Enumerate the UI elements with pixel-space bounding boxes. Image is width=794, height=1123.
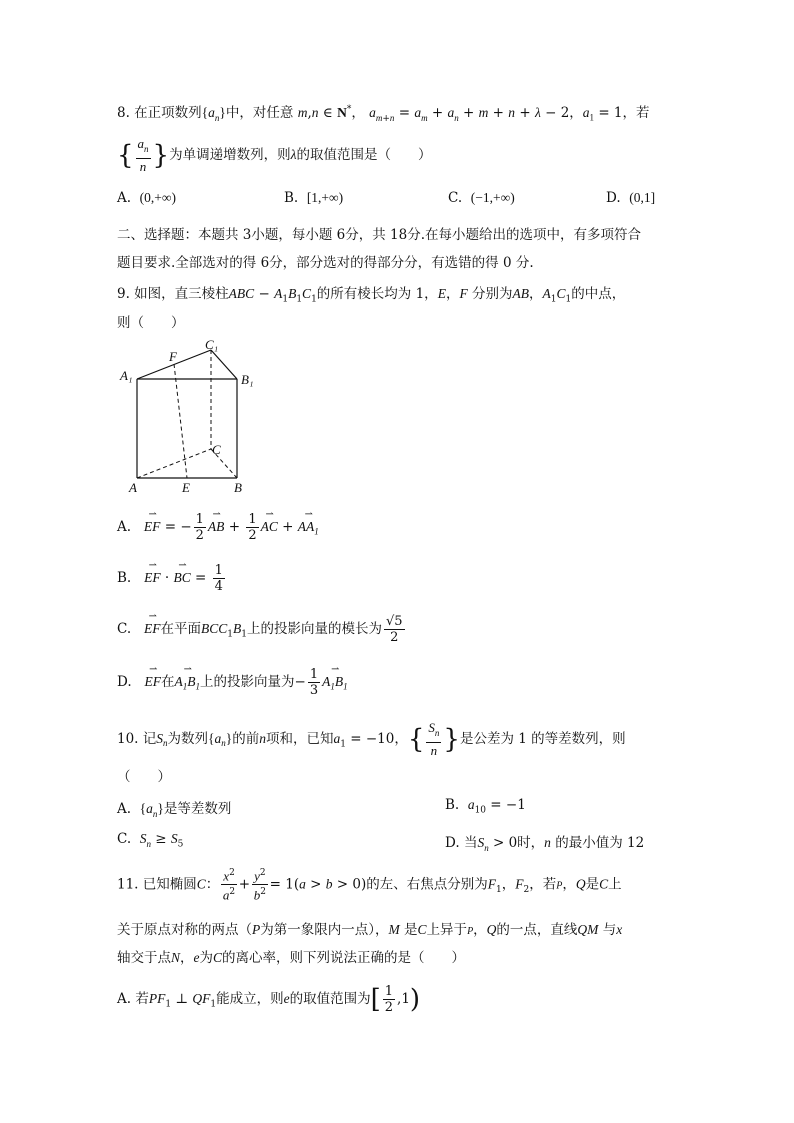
q10-option-d[interactable]: D. 当$S_n > 0$时，n 的最小值为 12 — [445, 835, 645, 853]
q11-line1: 11. 已知椭圆C： $\frac{x^2}{a^2}$ + $\frac{y^2}{b^2}$ = 1(a > b > 0)的左、右焦点分别为$F_1$，$F_2$，若P，Q是C上 — [117, 868, 622, 903]
q9-option-c[interactable]: C. ⇀ EF在平面$BCC_1B_1$上的投影向量的模长为 $\frac{√5}{2}$ — [117, 614, 407, 645]
q8-option-c[interactable]: C. (−1,+∞) — [448, 190, 515, 206]
prism-figure — [115, 334, 275, 499]
q9-option-d[interactable]: D. ⇀ EF在⇀ $A_1B_1$上的投影向量为− $\frac{1}{3}$ ⇀ $A_1B_1$ — [117, 667, 348, 698]
label-a: A — [129, 480, 137, 495]
q11-line3: 轴交于点N，e为C的离心率，则下列说法正确的是（ ） — [117, 950, 466, 966]
label-a1: A₁ — [120, 368, 133, 383]
q8-option-b[interactable]: B. [1,+∞) — [284, 190, 344, 206]
q8-option-a[interactable]: A. (0,+∞) — [117, 190, 176, 206]
q10-line2: （ ） — [117, 769, 171, 785]
q11-option-a[interactable]: A. 若$PF_1$ ⊥ $QF_1$能成立，则e的取值范围为[ $\frac{1}{2}$ ,1) — [117, 984, 421, 1015]
q9-line2: 则（ ） — [117, 315, 185, 331]
q10-option-a[interactable]: A. $\{a_n\}$是等差数列 — [117, 801, 232, 819]
q8-line2: { $\frac{a_n}{n}$ }为单调递增数列，则λ的取值范围是（ ） — [117, 136, 432, 174]
label-f: F — [169, 349, 177, 364]
edge-c1b1 — [211, 350, 237, 379]
q9-option-a[interactable]: A. ⇀ EF = − $\frac{1}{2}$ ⇀ AB + $\frac{1}{2}$ ⇀ AC + ⇀ $AA_1$ — [117, 512, 319, 543]
label-c: C — [212, 442, 221, 457]
label-c1: C₁ — [205, 337, 219, 352]
label-e: E — [182, 480, 190, 495]
segment-ef — [174, 364, 187, 478]
label-b1: B₁ — [241, 372, 254, 387]
q9-line1: 9. 如图，直三棱柱ABC − $A_1B_1C_1$的所有棱长均为 1，E，F 分别为AB，$A_1C_1$的中点， — [117, 286, 626, 305]
q8-line1: 8. 在正项数列$\{a_n\}$中，对任意 m,n ∈ N*， $a_{m+n} = a_m + a_n + m + n + \lambda - 2$，$a_1 = 1$，若 — [117, 104, 650, 124]
label-b: B — [234, 480, 242, 495]
q10-option-b[interactable]: B. $a_{10} = -1$ — [445, 797, 526, 816]
q11-line2: 关于原点对称的两点（P为第一象限内一点），M 是C上异于P，Q的一点，直线QM 与x — [117, 922, 623, 938]
edge-ac — [137, 449, 211, 478]
section2-line1: 二、选择题：本题共 3小题，每小题 6分，共 18分.在每小题给出的选项中，有多项符合 — [117, 227, 642, 243]
q9-option-b[interactable]: B. ⇀ EF · ⇀ BC = $\frac{1}{4}$ — [117, 563, 227, 594]
section2-line2: 题目要求.全部选对的得 6分，部分选对的得部分分，有选错的得 0 分. — [117, 255, 534, 271]
q10-option-c[interactable]: C. $S_n \ge S_5$ — [117, 831, 184, 850]
q10-line1: 10. 记$S_n$为数列$\{a_n\}$的前n项和，已知$a_1 = -10$，{ $\frac{S_n}{n}$ }是公差为 1 的等差数列，则 — [117, 720, 626, 758]
q8-option-d[interactable]: D. (0,1] — [606, 190, 656, 206]
